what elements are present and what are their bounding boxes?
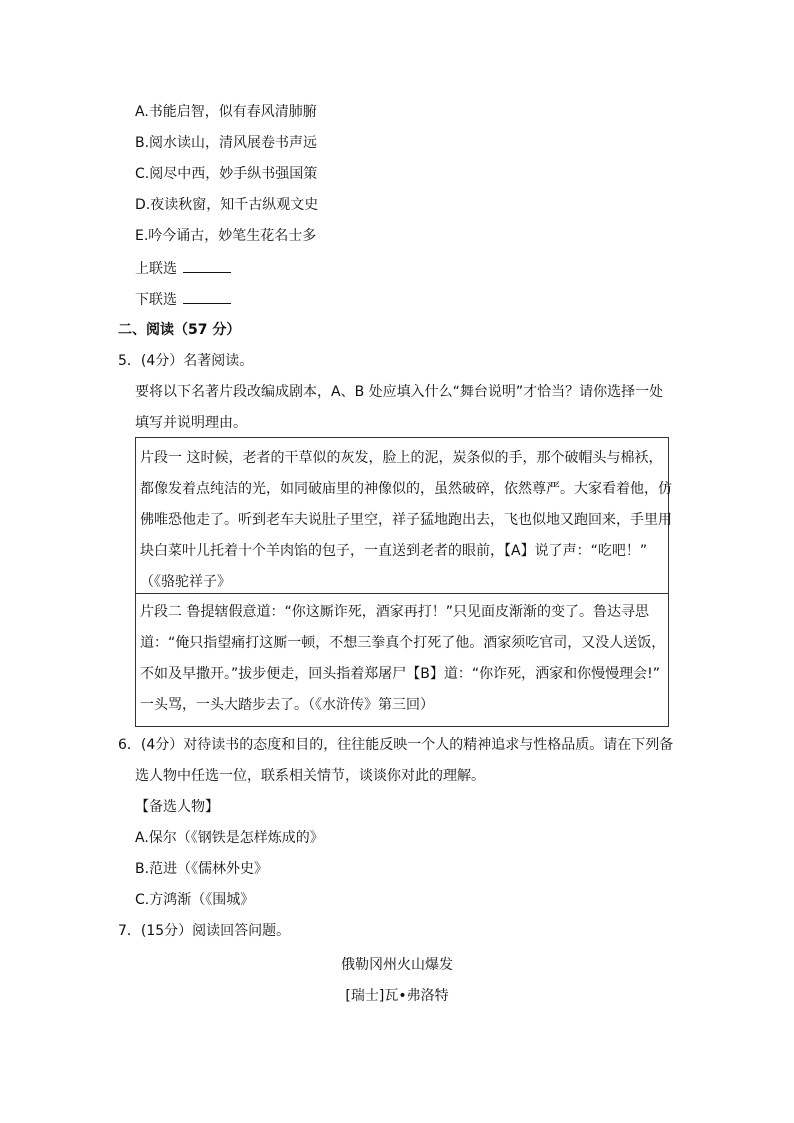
q5-prompt-line1: 要将以下名著片段改编成剧本，A、B 处应填入什么“舞台说明”才恰当？请你选择一处 bbox=[135, 384, 664, 400]
passage1-line: （《骆驼祥子》 bbox=[140, 574, 231, 590]
q5-title: 5．(4分）名著阅读。 bbox=[118, 353, 254, 369]
article-author: [瑞士]瓦•弗洛特 bbox=[345, 988, 449, 1004]
passage1-line: 片段一 这时候，老者的干草似的灰发，脸上的泥，炭条似的手，那个破帽头与棉袄， bbox=[140, 450, 663, 466]
q5-prompt-line2: 填写并说明理由。 bbox=[135, 415, 247, 431]
q6-candidate-a: A.保尔（《钢铁是怎样炼成的》 bbox=[135, 830, 324, 846]
passage1-line: 都像发着点纯洁的光，如同破庙里的神像似的，虽然破碎，依然尊严。大家看着他，仿 bbox=[140, 481, 672, 497]
option-b: B.阅水读山，清风展卷书声远 bbox=[135, 135, 318, 151]
q6-line1: 6．(4分）对待读书的态度和目的，往往能反映一个人的精神追求与性格品质。请在下列备 bbox=[118, 737, 674, 753]
article-title: 俄勒冈州火山爆发 bbox=[341, 957, 453, 973]
q6-candidates-label: 【备选人物】 bbox=[135, 799, 219, 815]
upper-couplet-row bbox=[135, 258, 231, 279]
option-c: C.阅尽中西，妙手纵书强国策 bbox=[135, 166, 318, 182]
q6-candidate-c: C.方鸿渐（《围城》 bbox=[135, 892, 255, 908]
table-divider bbox=[136, 593, 668, 594]
q7-title: 7．(15分）阅读回答问题。 bbox=[118, 923, 291, 939]
upper-couplet-label: 上联选 bbox=[135, 261, 177, 277]
passage2-line: 不如及早撒开。”拔步便走，回头指着郑屠尸【B】道：“你诈死，洒家和你慢慢理会!” bbox=[140, 666, 660, 682]
passage2-line: 道：“俺只指望痛打这厮一顿，不想三拳真个打死了他。酒家须吃官司，又没人送饭， bbox=[140, 635, 666, 651]
passage1-line: 佛唯恐他走了。听到老车夫说肚子里空，祥子猛地跑出去，飞也似地又跑回来，手里用 bbox=[140, 512, 672, 528]
q6-line2: 选人物中任选一位，联系相关情节，谈谈你对此的理解。 bbox=[135, 768, 485, 784]
section-heading: 二、阅读（57 分） bbox=[118, 322, 241, 338]
option-d: D.夜读秋窗，知千古纵观文史 bbox=[135, 197, 319, 213]
passage1-line: 块白菜叶儿托着十个羊肉馅的包子，一直送到老者的眼前，【A】说了声：“吃吧！” bbox=[140, 543, 648, 559]
passage2-line: 片段二 鲁提辖假意道：“你这厮诈死，酒家再打！”只见面皮渐渐的变了。鲁达寻思 bbox=[140, 604, 649, 620]
lower-couplet-blank[interactable] bbox=[183, 289, 231, 304]
option-e: E.吟今诵古，妙笔生花名士多 bbox=[135, 228, 317, 244]
passage2-line: 一头骂，一头大踏步去了。（《水浒传》第三回） bbox=[140, 697, 434, 713]
lower-couplet-label: 下联选 bbox=[135, 292, 177, 308]
excerpt-table bbox=[135, 437, 672, 727]
lower-couplet-row bbox=[135, 289, 231, 310]
option-a: A.书能启智，似有春风清肺腑 bbox=[135, 104, 317, 120]
upper-couplet-blank[interactable] bbox=[183, 258, 231, 273]
q6-candidate-b: B.范进（《儒林外史》 bbox=[135, 861, 269, 877]
